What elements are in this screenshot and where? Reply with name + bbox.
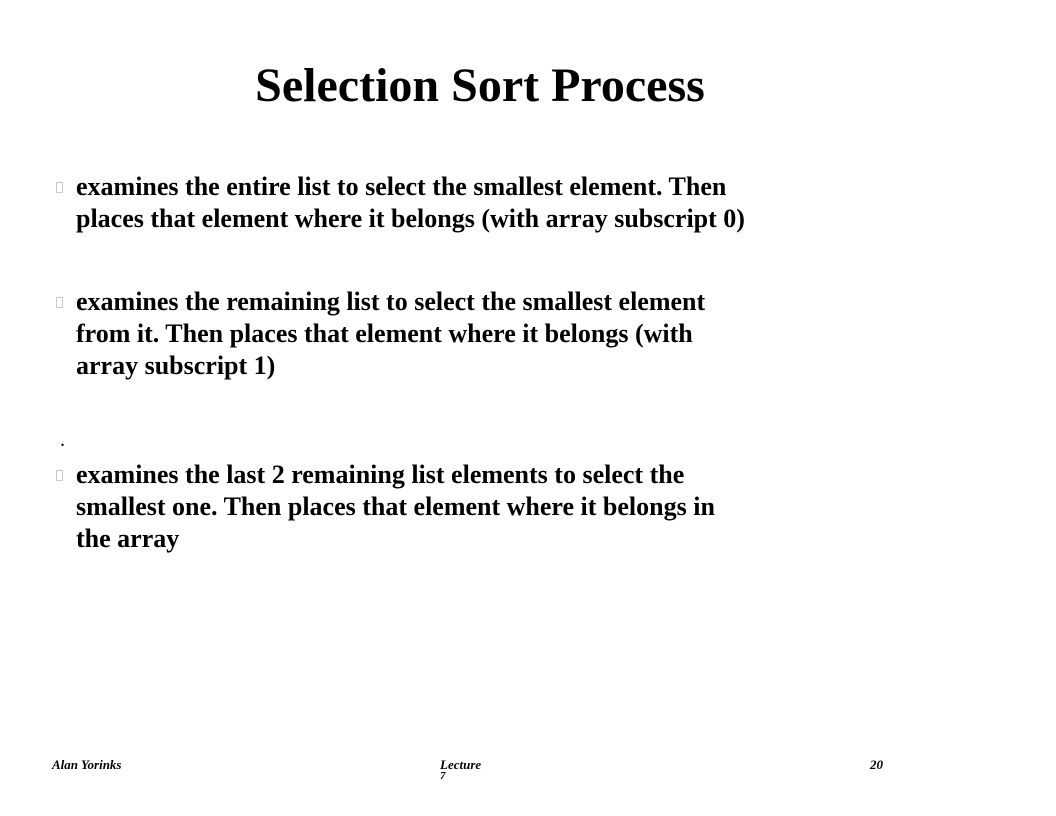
bullet-line: smallest one. Then places that element where it belongs in [76,492,715,521]
footer-author: Alan Yorinks [52,757,122,772]
bullet-marker-icon [52,466,66,484]
bullet-line: from it. Then places that element where it belongs (with [76,319,693,348]
footer-page-number: 20 [870,757,883,772]
bullet-marker-icon [52,293,66,311]
footer-lecture-number: 7 [440,770,446,782]
slide-title: Selection Sort Process [255,59,705,112]
bullet-marker-icon [52,178,66,196]
bullet-item-1 [76,171,916,235]
bullet-line: examines the last 2 remaining list elements to select the [76,460,685,489]
bullet-item-3 [76,459,916,555]
ellipsis-dot: . [60,429,65,451]
bullet-line: examines the remaining list to select the smallest element [76,287,706,316]
bullet-line: examines the entire list to select the smallest element. Then [76,172,727,201]
footer-lecture-label: Lecture [440,757,482,772]
footer-lecture [440,757,520,781]
bullet-line: the array [76,524,180,553]
bullet-line: array subscript 1) [76,351,276,380]
bullet-line: places that element where it belongs (with array subscript 0) [76,204,745,233]
bullet-item-2 [76,286,916,382]
